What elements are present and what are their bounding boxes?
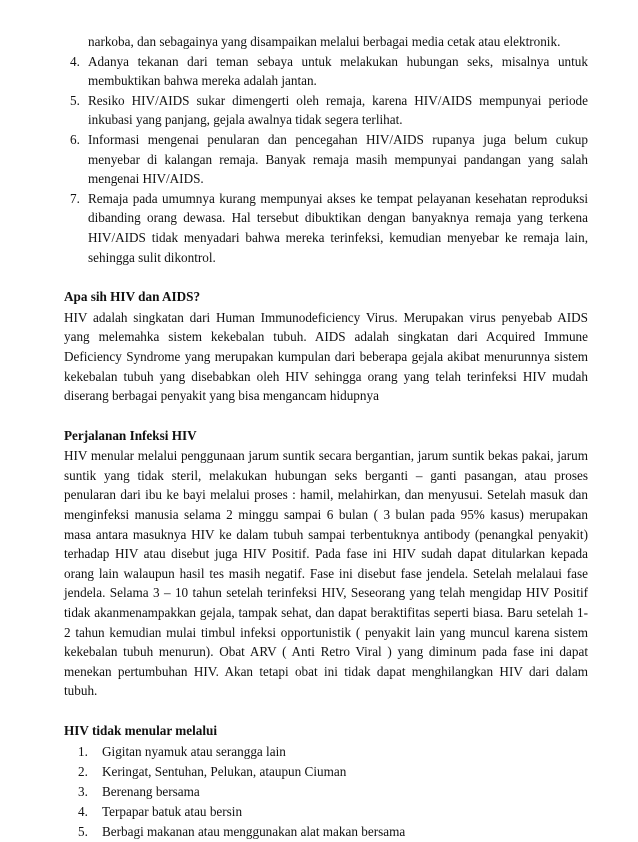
list-item-text: Informasi mengenai penularan dan pencegahan HIV/AIDS rupanya juga belum cukup menyebar di kalangan remaja. Banyak remaja masih mempunyai pandangan yang salah mengenai HIV/AIDS. bbox=[88, 131, 588, 187]
list-item-number: 5. bbox=[78, 823, 88, 839]
section-heading: HIV tidak menular melalui bbox=[64, 723, 218, 738]
list-item-text: Keringat, Sentuhan, Pelukan, ataupun Ciuman bbox=[102, 763, 347, 779]
list-item-text: Terpapar batuk atau bersin bbox=[102, 803, 243, 819]
list-item-number: 5. bbox=[70, 92, 80, 108]
list-item bbox=[64, 782, 588, 802]
list-item-text: Remaja pada umumnya kurang mempunyai akses ke tempat pelayanan kesehatan reproduksi dibanding orang dewasa. Hal tersebut dibuktikan dengan banyaknya remaja yang terkena HIV/AIDS tidak menyadari bahwa mereka terinfeksi, kemudian menyebar ke remaja lain, sehingga sulit dikontrol. bbox=[88, 190, 588, 265]
list-item-number: 4. bbox=[70, 53, 80, 69]
list-item-number: 1. bbox=[78, 743, 88, 759]
list-item bbox=[64, 742, 588, 762]
section-hiv-infection-course bbox=[64, 426, 588, 701]
section-heading: Perjalanan Infeksi HIV bbox=[64, 427, 197, 443]
section-paragraph: HIV adalah singkatan dari Human Immunodeficiency Virus. Merupakan virus penyebab AIDS yang melemahka sistem kekebalan tubuh. AIDS adalah singkatan dari Acquired Immune Deficiency Syndrome yang merupakan kumpulan dari beberapa gejala akibat menurunnya sistem kekebalan tubuh yang disebabkan oleh HIV sehingga orang yang telah terinfeksi HIV mudah diserang berbagai penyakit yang bisa mengancam hidupnya bbox=[64, 309, 588, 404]
list-item bbox=[64, 189, 588, 267]
not-transmitted-list bbox=[64, 742, 588, 842]
list-item-text: Resiko HIV/AIDS sukar dimengerti oleh remaja, karena HIV/AIDS mempunyai periode inkubasi yang panjang, gejala awalnya tidak segera terlihat. bbox=[88, 92, 588, 128]
list-item-number: 2. bbox=[78, 763, 88, 779]
reasons-list bbox=[64, 32, 588, 267]
list-item-number: 4. bbox=[78, 803, 88, 819]
list-item bbox=[64, 52, 588, 91]
list-item bbox=[64, 822, 588, 842]
list-item bbox=[64, 91, 588, 130]
list-item-text: Adanya tekanan dari teman sebaya untuk melakukan hubungan seks, misalnya untuk membuktikan bahwa mereka adalah jantan. bbox=[88, 53, 588, 89]
list-item-continuation bbox=[64, 32, 588, 52]
list-item-text: Berenang bersama bbox=[102, 783, 200, 799]
list-item-text: Gigitan nyamuk atau serangga lain bbox=[102, 743, 286, 759]
section-hiv-not-transmitted bbox=[64, 721, 588, 842]
list-item bbox=[64, 762, 588, 782]
list-item-number: 3. bbox=[78, 783, 88, 799]
section-what-is-hiv bbox=[64, 287, 588, 406]
list-item bbox=[64, 130, 588, 189]
list-item-text: Berbagi makanan atau menggunakan alat makan bersama bbox=[102, 823, 406, 839]
section-heading: Apa sih HIV dan AIDS? bbox=[64, 289, 201, 305]
list-item-text: narkoba, dan sebagainya yang disampaikan melalui berbagai media cetak atau elektronik. bbox=[88, 34, 561, 49]
list-item-number: 7. bbox=[70, 190, 80, 206]
list-item bbox=[64, 802, 588, 822]
section-paragraph: HIV menular melalui penggunaan jarum suntik secara bergantian, jarum suntik bekas pakai, jarum suntik yang tidak steril, melakukan hubungan seks berganti – ganti pasangan, atau proses penularan dari ibu ke bayi melalui proses : hamil, melahirkan, dan menyusui. Setelah masuk dan menginfeksi manusia selama 2 minggu sampai 6 bulan ( 3 bulan pada 95% kasus) merupakan masa antara masuknya HIV ke dalam tubuh sampai terbentuknya antibody (penangkal penyakit) terhadap HIV atau disebut juga HIV Positif. Pada fase ini HIV sudah dapat ditularkan kepada orang lain walaupun hasil tes masih negatif. Fase ini disebut fase jendela. Setelah melalaui fase jendela. Selama 3 – 10 tahun setelah terinfeksi HIV, Seseorang yang telah mengidap HIV Positif tidak akanmenampakkan gejala, tampak sehat, dan dapat beraktifitas seperti biasa. Baru setelah 1- 2 tahun kemudian mulai timbul infeksi opportunistik ( penyakit lain yang muncul karena sistem kekebalan tubuh menurun). Obat ARV ( Anti Retro Viral ) yang diminum pada fase ini dapat menekan pertumbuhan HIV. Akan tetapi obat ini tidak dapat menghilangkan HIV dari dalam tubuh. bbox=[64, 448, 588, 699]
list-item-number: 6. bbox=[70, 131, 80, 147]
